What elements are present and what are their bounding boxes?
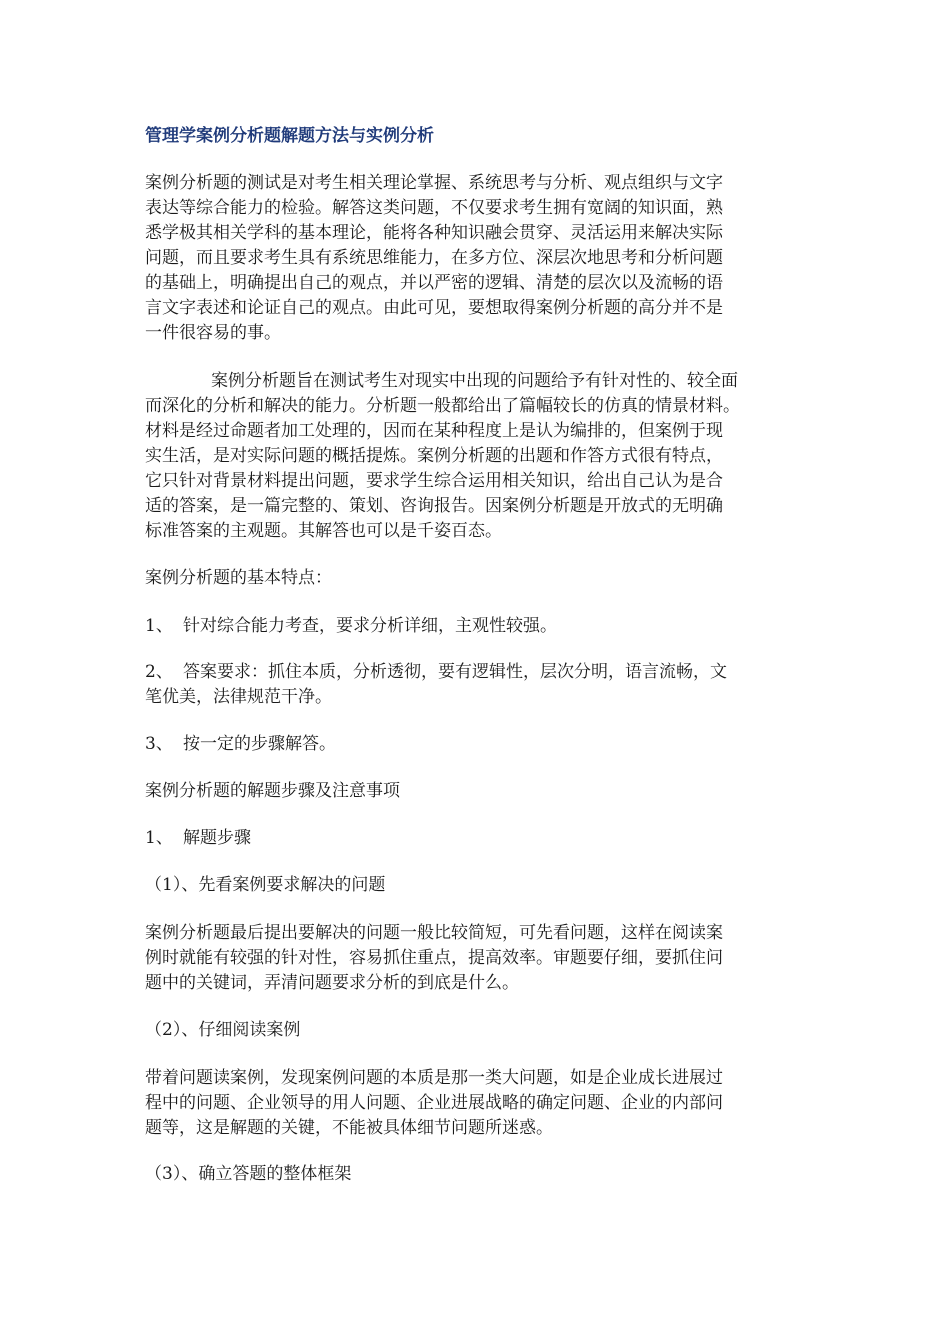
paragraph-line: 它只针对背景材料提出问题，要求学生综合运用相关知识，给出自己认为是合	[145, 471, 723, 491]
list-text: 按一定的步骤解答。	[183, 734, 336, 754]
feature-item-2	[145, 660, 807, 710]
list-number: 2、	[145, 662, 173, 682]
paragraph-line: 题等，这是解题的关键，不能被具体细节问题所迷惑。	[145, 1118, 553, 1138]
paragraph-line: 言文字表述和论证自己的观点。由此可见，要想取得案例分析题的高分并不是	[145, 298, 723, 318]
section-heading: 案例分析题的解题步骤及注意事项	[145, 781, 400, 801]
list-text-continued: 笔优美，法律规范干净。	[145, 687, 332, 707]
paragraph-line: 而深化的分析和解决的能力。分析题一般都给出了篇幅较长的仿真的情景材料。	[145, 396, 740, 416]
step-2-paragraph	[145, 1066, 807, 1141]
paragraph-line: 案例分析题的测试是对考生相关理论掌握、系统思考与分析、观点组织与文字	[145, 173, 723, 193]
section-heading: 案例分析题的基本特点：	[145, 568, 332, 588]
step-heading: （3）、确立答题的整体框架	[145, 1164, 352, 1184]
step-heading: （2）、仔细阅读案例	[145, 1020, 301, 1040]
list-item	[145, 660, 807, 685]
paragraph-line: 程中的问题、企业领导的用人问题、企业进展战略的确定问题、企业的内部问	[145, 1093, 723, 1113]
subheading-text: 解题步骤	[183, 828, 251, 848]
step-2-title	[145, 1018, 807, 1043]
paragraph-line: 带着问题读案例，发现案例问题的本质是那一类大问题，如是企业成长进展过	[145, 1068, 723, 1088]
step-1-paragraph	[145, 921, 807, 996]
steps-heading	[145, 779, 807, 804]
paragraph-line: 实生活，是对实际问题的概括提炼。案例分析题的出题和作答方式很有特点，	[145, 446, 723, 466]
step-heading: （1）、先看案例要求解决的问题	[145, 875, 386, 895]
document-title: 管理学案例分析题解题方法与实例分析	[145, 126, 434, 146]
paragraph-line: 的基础上，明确提出自己的观点，并以严密的逻辑、清楚的层次以及流畅的语	[145, 273, 723, 293]
paragraph-line: 适的答案，是一篇完整的、策划、咨询报告。因案例分析题是开放式的无明确	[145, 496, 723, 516]
list-number: 3、	[145, 734, 173, 754]
paragraph-line: 标准答案的主观题。其解答也可以是千姿百态。	[145, 521, 502, 541]
step-1-title	[145, 873, 807, 898]
paragraph-line: 案例分析题旨在测试考生对现实中出现的问题给予有针对性的、较全面	[211, 371, 738, 391]
step-3-title	[145, 1162, 807, 1187]
paragraph-line: 材料是经过命题者加工处理的，因而在某种程度上是认为编排的，但案例于现	[145, 421, 723, 441]
features-heading	[145, 566, 807, 591]
list-text: 针对综合能力考查，要求分析详细，主观性较强。	[183, 616, 557, 636]
list-text: 答案要求：抓住本质，分析透彻，要有逻辑性，层次分明，语言流畅，文	[183, 662, 727, 682]
paragraph-line: 问题，而且要求考生具有系统思维能力，在多方位、深层次地思考和分析问题	[145, 248, 723, 268]
feature-item-1	[145, 614, 807, 639]
paragraph-line: 悉学极其相关学科的基本理论，能将各种知识融会贯穿、灵活运用来解决实际	[145, 223, 723, 243]
list-item	[145, 614, 807, 639]
paragraph-line: 题中的关键词，弄清问题要求分析的到底是什么。	[145, 973, 519, 993]
list-number: 1、	[145, 828, 173, 848]
list-number: 1、	[145, 616, 173, 636]
purpose-paragraph	[145, 369, 807, 544]
list-item	[145, 732, 807, 757]
feature-item-3	[145, 732, 807, 757]
list-item	[145, 826, 807, 851]
paragraph-line: 表达等综合能力的检验。解答这类问题，不仅要求考生拥有宽阔的知识面，熟	[145, 198, 723, 218]
paragraph-line: 案例分析题最后提出要解决的问题一般比较简短，可先看问题，这样在阅读案	[145, 923, 723, 943]
intro-paragraph	[145, 171, 807, 346]
paragraph-line: 一件很容易的事。	[145, 323, 281, 343]
paragraph-line: 例时就能有较强的针对性，容易抓住重点，提高效率。审题要仔细，要抓住问	[145, 948, 723, 968]
steps-subheading	[145, 826, 807, 851]
